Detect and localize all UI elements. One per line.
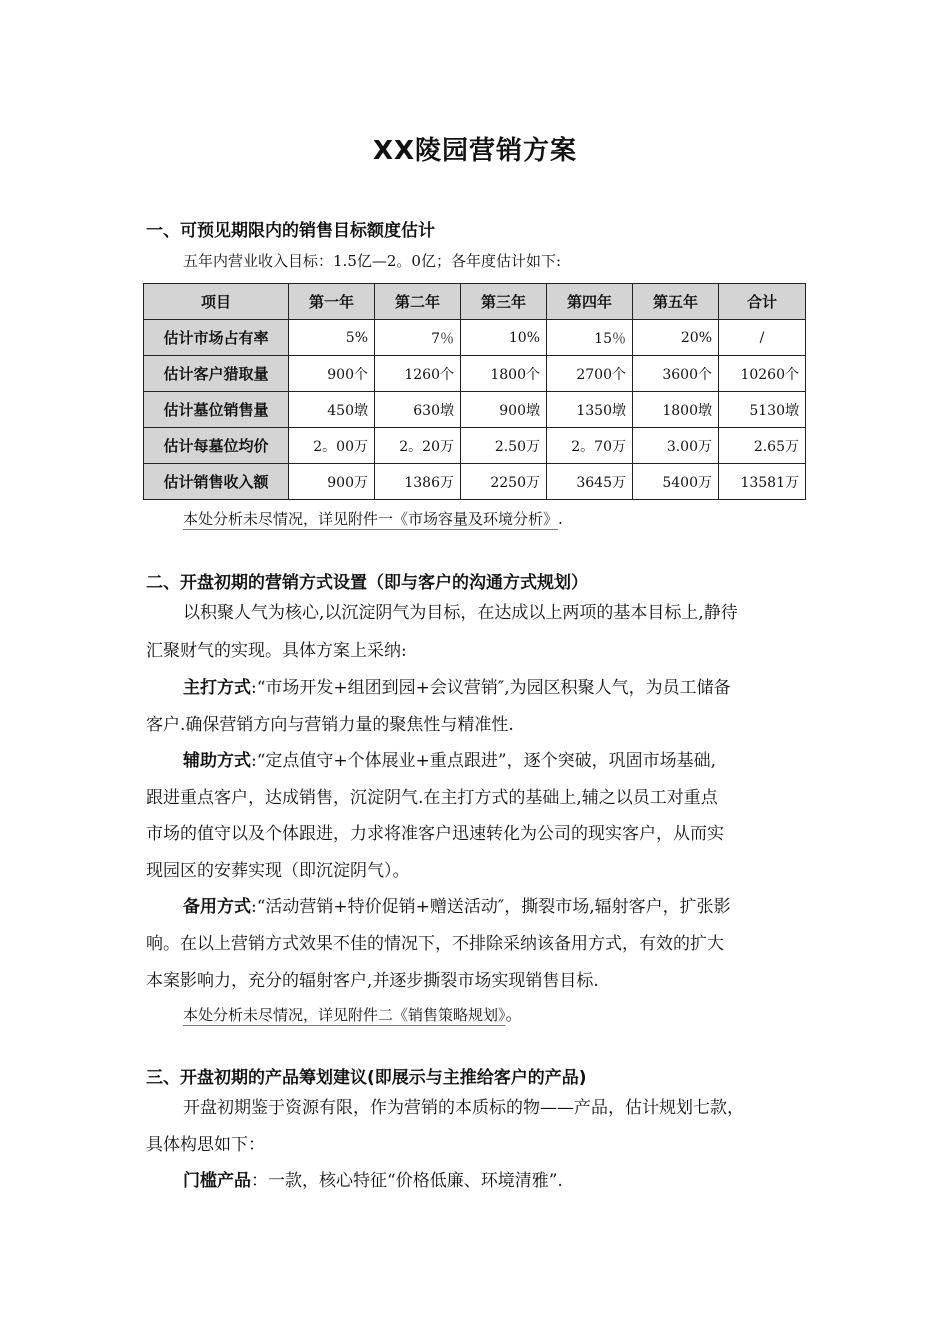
- col-header-year2: 第二年: [375, 284, 461, 320]
- table-row: [144, 320, 806, 356]
- section1-note-tail: .: [558, 510, 563, 528]
- aux-approach-line: [183, 750, 853, 772]
- table-row: [144, 356, 806, 392]
- row-label-revenue: 估计销售收入额: [144, 464, 289, 500]
- section1-note: [183, 508, 853, 530]
- section2-note: [183, 1004, 853, 1026]
- table-cell: 3600个: [633, 356, 719, 392]
- table-cell: 10260个: [719, 356, 806, 392]
- table-cell: 15％: [547, 320, 633, 356]
- table-row: [144, 464, 806, 500]
- aux-approach-line: 跟进重点客户，达成销售，沉淀阴气.在主打方式的基础上,辅之以员工对重点: [146, 788, 718, 808]
- table-cell: 1260个: [375, 356, 461, 392]
- section3-paragraph-line: 开盘初期鉴于资源有限，作为营销的本质标的物——产品，估计规划七款，: [183, 1098, 744, 1118]
- table-cell: 7％: [375, 320, 461, 356]
- table-cell: 1800墩: [633, 392, 719, 428]
- table-cell: 5400万: [633, 464, 719, 500]
- table-row: [144, 428, 806, 464]
- entry-product-text: ：一款，核心特征“价格低廉、环境清雅”.: [251, 1171, 563, 1191]
- table-cell: 3.00万: [633, 428, 719, 464]
- col-header-total: 合计: [719, 284, 806, 320]
- backup-approach-line: 本案影响力，充分的辐射客户,并逐步撕裂市场实现销售目标.: [146, 971, 599, 991]
- table-cell: 2700个: [547, 356, 633, 392]
- section2-note-tail: 。: [505, 1005, 523, 1025]
- col-header-year5: 第五年: [633, 284, 719, 320]
- backup-approach-line: 响。在以上营销方式效果不佳的情况下，不排除采纳该备用方式，有效的扩大: [146, 934, 724, 954]
- section2-paragraph-line: 以积聚人气为核心,以沉淀阴气为目标，在达成以上两项的基本目标上,静待: [183, 603, 738, 623]
- table-row: [144, 392, 806, 428]
- table-cell: 2.50万: [461, 428, 547, 464]
- table-cell: 900墩: [461, 392, 547, 428]
- main-approach-line: 客户.确保营销方向与营销力量的聚焦性与精准性.: [146, 715, 514, 735]
- col-header-year4: 第四年: [547, 284, 633, 320]
- table-cell: 2。00万: [289, 428, 375, 464]
- table-cell: 900个: [289, 356, 375, 392]
- annex1-reference[interactable]: 本处分析未尽情况，详见附件一《市场容量及环境分析》: [183, 510, 559, 528]
- aux-approach-text: :“定点值守+个体展业+重点跟进”，逐个突破，巩固市场基础,: [251, 751, 717, 771]
- table-cell: 1800个: [461, 356, 547, 392]
- entry-product-line: [183, 1170, 853, 1192]
- table-cell: 2。70万: [547, 428, 633, 464]
- backup-approach-text: :“活动营销+特价促销+赠送活动″，撕裂市场,辐射客户，扩张影: [251, 897, 731, 917]
- table-cell: 630墩: [375, 392, 461, 428]
- backup-approach-label: 备用方式: [183, 897, 251, 917]
- backup-approach-line: [183, 896, 853, 918]
- section3-heading: 三、开盘初期的产品筹划建议(即展示与主推给客户的产品): [146, 1068, 587, 1088]
- section1-intro: 五年内营业收入目标：1.5亿—2。0亿；各年度估计如下:: [183, 252, 561, 270]
- table-cell: 1386万: [375, 464, 461, 500]
- document-title: XX陵园营销方案: [372, 136, 578, 166]
- table-cell: 5%: [289, 320, 375, 356]
- section1-heading: 一、可预见期限内的销售目标额度估计: [146, 221, 435, 241]
- section2-paragraph-line: 汇聚财气的实现。具体方案上采纳:: [146, 641, 407, 661]
- section2-heading: 二、开盘初期的营销方式设置（即与客户的沟通方式规划）: [146, 573, 588, 593]
- row-label-market-share: 估计市场占有率: [144, 320, 289, 356]
- main-approach-label: 主打方式: [183, 678, 251, 698]
- table-cell: 2.65万: [719, 428, 806, 464]
- aux-approach-line: 市场的值守以及个体跟进，力求将准客户迅速转化为公司的现实客户，从而实: [146, 824, 724, 844]
- table-cell: 10%: [461, 320, 547, 356]
- row-label-customers: 估计客户猎取量: [144, 356, 289, 392]
- table-cell: 3645万: [547, 464, 633, 500]
- aux-approach-line: 现园区的安葬实现（即沉淀阴气）。: [146, 861, 410, 881]
- table-cell: 20%: [633, 320, 719, 356]
- annex2-reference[interactable]: 本处分析未尽情况，详见附件二《销售策略规划》: [183, 1006, 506, 1024]
- col-header-item: 项目: [144, 284, 289, 320]
- table-cell: 13581万: [719, 464, 806, 500]
- entry-product-label: 门槛产品: [183, 1171, 251, 1191]
- table-header-row: [144, 284, 806, 320]
- section3-paragraph-line: 具体构思如下：: [146, 1135, 265, 1155]
- row-label-plot-sales: 估计墓位销售量: [144, 392, 289, 428]
- table-cell: 450墩: [289, 392, 375, 428]
- table-cell: /: [719, 320, 806, 356]
- table-cell: 900万: [289, 464, 375, 500]
- table-cell: 2。20万: [375, 428, 461, 464]
- table-cell: 1350墩: [547, 392, 633, 428]
- row-label-avg-price: 估计每墓位均价: [144, 428, 289, 464]
- col-header-year3: 第三年: [461, 284, 547, 320]
- table-cell: 5130墩: [719, 392, 806, 428]
- sales-target-table: [143, 283, 806, 500]
- col-header-year1: 第一年: [289, 284, 375, 320]
- table-cell: 2250万: [461, 464, 547, 500]
- aux-approach-label: 辅助方式: [183, 751, 251, 771]
- main-approach-text: :“市场开发+组团到园+会议营销″,为园区积聚人气，为员工储备: [251, 678, 731, 698]
- main-approach-line: [183, 677, 853, 699]
